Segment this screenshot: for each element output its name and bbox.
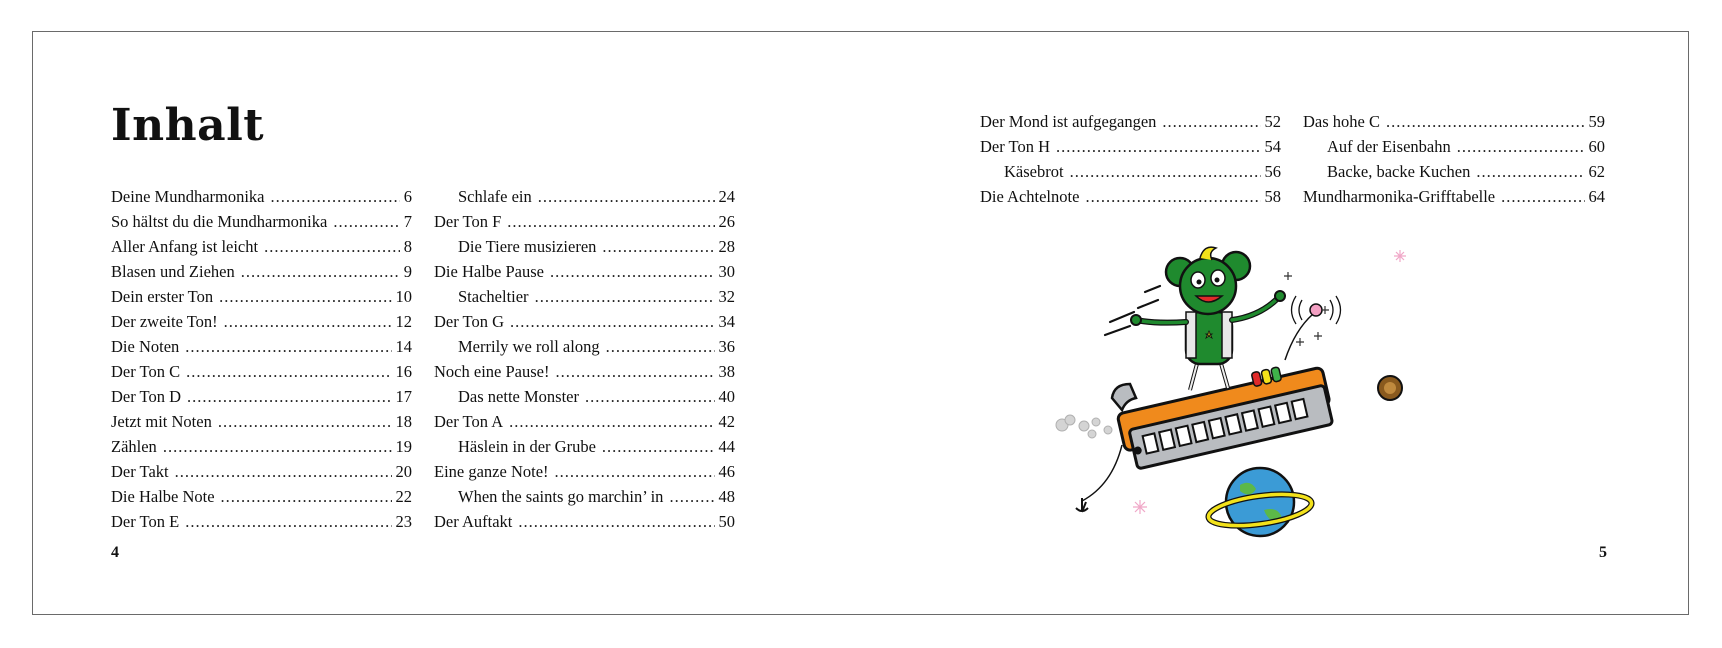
toc-entry-page: 24: [718, 187, 735, 206]
exhaust-pipe: [1112, 384, 1136, 410]
toc-entry: [980, 137, 1281, 162]
toc-entry-title: Der Ton H: [980, 137, 1051, 156]
toc-entry-page: 48: [718, 487, 735, 506]
toc-entry-page: 46: [718, 462, 735, 481]
toc-entry-page: 38: [718, 362, 735, 381]
dot-leader: [1501, 187, 1584, 207]
dot-leader: [535, 287, 715, 307]
dot-leader: [1056, 137, 1260, 157]
toc-entry-title: Backe, backe Kuchen: [1327, 162, 1471, 181]
dot-leader: [669, 487, 714, 507]
toc-entry-page: 32: [718, 287, 735, 306]
toc-entry-title: Der Ton D: [111, 387, 182, 406]
toc-entry-page: 59: [1588, 112, 1605, 131]
dot-leader: [606, 337, 715, 357]
toc-entry-title: Das nette Monster: [458, 387, 579, 406]
toc-entry-page: 16: [395, 362, 412, 381]
toc-entry-page: 22: [395, 487, 412, 506]
toc-entry: [1303, 162, 1605, 187]
dot-leader: [1457, 137, 1585, 157]
toc-entry-title: Noch eine Pause!: [434, 362, 550, 381]
toc-entry-page: 12: [395, 312, 412, 331]
toc-entry-page: 17: [395, 387, 412, 406]
toc-entry: [434, 387, 735, 412]
dot-leader: [518, 512, 714, 532]
toc-entry-page: 14: [395, 337, 412, 356]
dot-leader: [510, 312, 714, 332]
toc-entry-page: 10: [395, 287, 412, 306]
toc-entry-title: Der Ton E: [111, 512, 180, 531]
hazelnut: [1378, 376, 1402, 400]
toc-entry: [111, 337, 412, 362]
dot-leader: [219, 287, 391, 307]
dot-leader: [185, 337, 391, 357]
toc-entry-title: Der Takt: [111, 462, 169, 481]
toc-entry: [434, 362, 735, 387]
toc-entry: [434, 437, 735, 462]
anchor-icon: [1076, 498, 1088, 512]
toc-entry: [434, 487, 735, 512]
toc-entry-page: 40: [718, 387, 735, 406]
toc-entry: [111, 487, 412, 512]
toc-entry-page: 60: [1588, 137, 1605, 156]
toc-entry-title: Deine Mundharmonika: [111, 187, 265, 206]
dot-leader: [555, 462, 715, 482]
toc-entry: [980, 162, 1281, 187]
toc-entry-page: 6: [403, 187, 412, 206]
toc-entry-title: Eine ganze Note!: [434, 462, 549, 481]
toc-entry: [111, 187, 412, 212]
dot-leader: [186, 362, 391, 382]
dot-leader: [185, 512, 391, 532]
toc-entry-title: Aller Anfang ist leicht: [111, 237, 259, 256]
toc-entry: [1303, 112, 1605, 137]
toc-entry-page: 44: [718, 437, 735, 456]
toc-entry-title: Jetzt mit Noten: [111, 412, 212, 431]
toc-entry-page: 50: [718, 512, 735, 531]
dot-leader: [187, 387, 391, 407]
dot-leader: [1162, 112, 1260, 132]
toc-entry-page: 42: [718, 412, 735, 431]
toc-entry-title: When the saints go marchin’ in: [458, 487, 664, 506]
toc-entry-page: 54: [1264, 137, 1281, 156]
toc-entry-title: Stacheltier: [458, 287, 529, 306]
toc-entry-title: Die Halbe Pause: [434, 262, 544, 281]
toc-entry-page: 58: [1264, 187, 1281, 206]
toc-entry: [1303, 187, 1605, 212]
dot-leader: [507, 212, 714, 232]
toc-entry-page: 18: [395, 412, 412, 431]
toc-column-1: [111, 187, 412, 537]
toc-entry: [434, 462, 735, 487]
toc-entry-page: 20: [395, 462, 412, 481]
toc-entry-title: Der Mond ist aufgegangen: [980, 112, 1157, 131]
toc-entry: [1303, 137, 1605, 162]
toc-entry-page: 7: [403, 212, 412, 231]
toc-column-4: [1303, 112, 1605, 212]
page-number-left: 4: [111, 544, 119, 561]
toc-entry-title: Die Halbe Note: [111, 487, 215, 506]
dot-leader: [602, 437, 715, 457]
toc-entry-title: Mundharmonika-Grifftabelle: [1303, 187, 1496, 206]
toc-entry-page: 23: [395, 512, 412, 531]
monster-harmonica-illustration: [1050, 240, 1440, 560]
toc-entry-title: Das hohe C: [1303, 112, 1380, 131]
toc-entry: [111, 212, 412, 237]
dot-leader: [538, 187, 715, 207]
dot-leader: [509, 412, 714, 432]
toc-entry-title: Dein erster Ton: [111, 287, 214, 306]
toc-entry-page: 56: [1264, 162, 1281, 181]
toc-entry-title: Häslein in der Grube: [458, 437, 596, 456]
antenna: [1285, 314, 1313, 360]
dot-leader: [1085, 187, 1260, 207]
dot-leader: [221, 487, 392, 507]
toc-entry-title: Käsebrot: [1004, 162, 1064, 181]
toc-entry-page: 64: [1588, 187, 1605, 206]
toc-entry-title: So hältst du die Mundharmonika: [111, 212, 328, 231]
toc-entry-title: Auf der Eisenbahn: [1327, 137, 1451, 156]
dot-leader: [241, 262, 400, 282]
toc-entry-page: 19: [395, 437, 412, 456]
toc-entry-page: 30: [718, 262, 735, 281]
toc-entry-title: Der Ton G: [434, 312, 505, 331]
dot-leader: [218, 412, 392, 432]
dot-leader: [1070, 162, 1261, 182]
toc-entry: [111, 312, 412, 337]
toc-entry: [111, 262, 412, 287]
toc-entry: [434, 312, 735, 337]
toc-entry-title: Die Noten: [111, 337, 180, 356]
toc-entry: [111, 362, 412, 387]
dot-leader: [224, 312, 392, 332]
green-monster: [1131, 247, 1285, 390]
toc-entry-title: Der Ton F: [434, 212, 502, 231]
toc-entry: [434, 237, 735, 262]
dot-leader: [264, 237, 400, 257]
toc-entry-title: Die Achtelnote: [980, 187, 1080, 206]
dot-leader: [1386, 112, 1585, 132]
toc-entry-title: Zählen: [111, 437, 157, 456]
toc-entry: [111, 237, 412, 262]
dot-leader: [163, 437, 392, 457]
toc-column-2: [434, 187, 735, 537]
toc-entry-page: 8: [403, 237, 412, 256]
dot-leader: [1476, 162, 1584, 182]
toc-entry-page: 34: [718, 312, 735, 331]
dot-leader: [175, 462, 392, 482]
dot-leader: [555, 362, 714, 382]
toc-column-3: [980, 112, 1281, 212]
toc-entry: [434, 412, 735, 437]
toc-entry: [111, 512, 412, 537]
toc-entry: [111, 412, 412, 437]
dot-leader: [550, 262, 715, 282]
toc-entry: [434, 512, 735, 537]
toc-entry: [111, 437, 412, 462]
exhaust-smoke: [1056, 415, 1112, 438]
planet: [1207, 468, 1314, 536]
toc-entry-page: 52: [1264, 112, 1281, 131]
toc-entry-title: Der zweite Ton!: [111, 312, 218, 331]
toc-entry: [980, 112, 1281, 137]
toc-entry: [111, 287, 412, 312]
toc-entry: [434, 287, 735, 312]
page-title: Inhalt: [111, 100, 265, 151]
toc-entry-title: Der Auftakt: [434, 512, 513, 531]
page-number-right: 5: [1599, 544, 1607, 561]
toc-entry-title: Schlafe ein: [458, 187, 532, 206]
dot-leader: [333, 212, 399, 232]
toc-entry-page: 9: [403, 262, 412, 281]
dot-leader: [271, 187, 400, 207]
toc-entry: [111, 387, 412, 412]
toc-entry-title: Die Tiere musizieren: [458, 237, 597, 256]
toc-entry: [980, 187, 1281, 212]
dot-leader: [585, 387, 715, 407]
toc-entry: [434, 187, 735, 212]
dot-leader: [602, 237, 714, 257]
toc-entry-title: Merrily we roll along: [458, 337, 600, 356]
toc-entry-title: Der Ton A: [434, 412, 504, 431]
toc-entry-page: 62: [1588, 162, 1605, 181]
toc-entry-page: 28: [718, 237, 735, 256]
toc-entry-page: 26: [718, 212, 735, 231]
toc-entry: [111, 462, 412, 487]
rope: [1082, 445, 1122, 501]
toc-entry-title: Der Ton C: [111, 362, 181, 381]
speed-lines: [1105, 286, 1160, 335]
toc-entry: [434, 337, 735, 362]
toc-entry-title: Blasen und Ziehen: [111, 262, 235, 281]
toc-entry-page: 36: [718, 337, 735, 356]
toc-entry: [434, 212, 735, 237]
toc-entry: [434, 262, 735, 287]
